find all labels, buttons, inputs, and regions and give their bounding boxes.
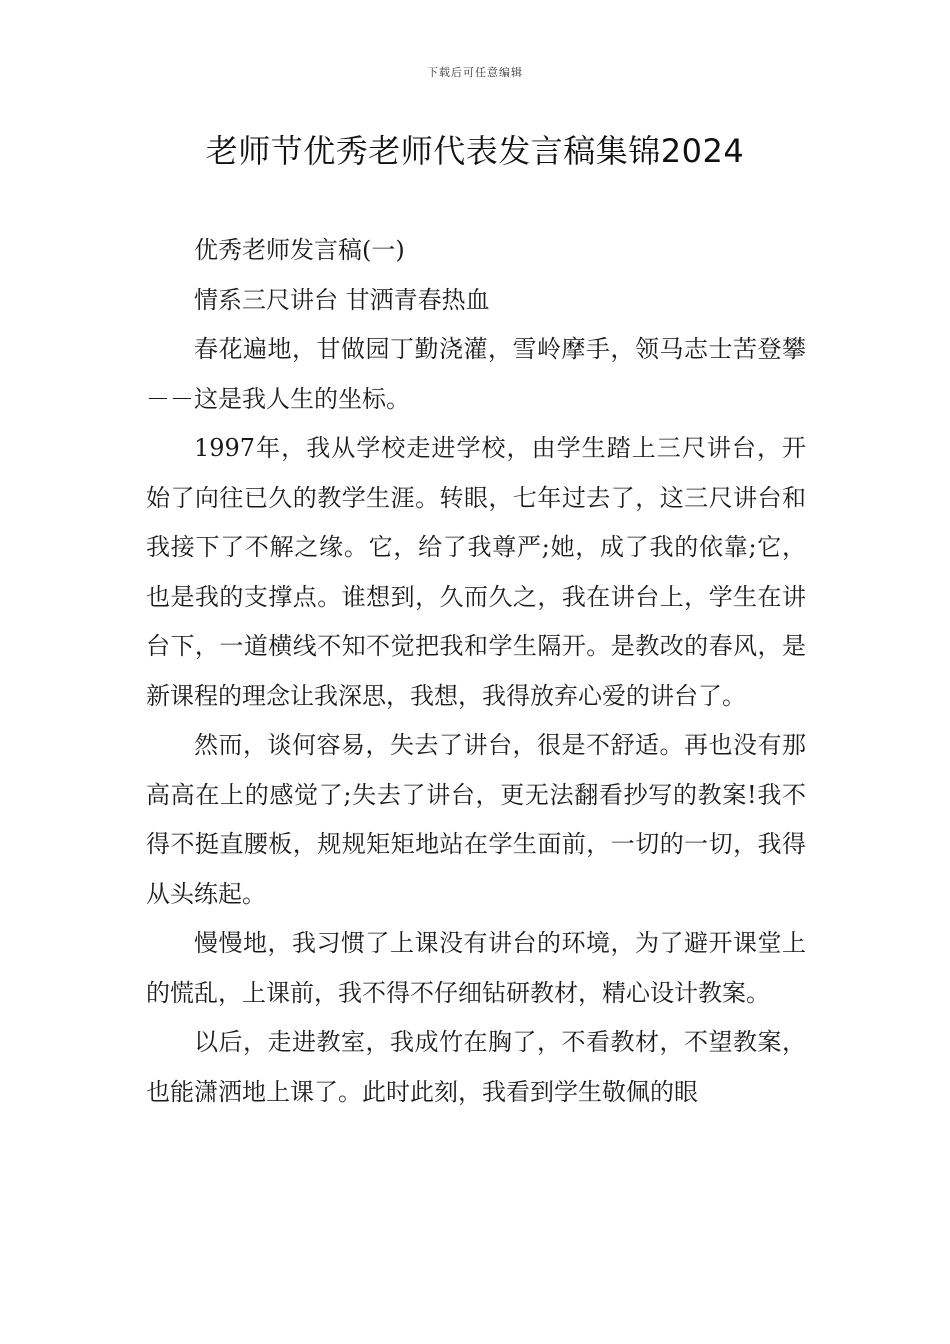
paragraph: 然而，谈何容易，失去了讲台，很是不舒适。再也没有那高高在上的感觉了;失去了讲台，更无法翻看抄写的教案!我不得不挺直腰板，规规矩矩地站在学生面前，一切的一切，我得从头练起。: [146, 731, 806, 908]
document-body: [146, 226, 806, 1117]
paragraph: 慢慢地，我习惯了上课没有讲台的环境，为了避开课堂上的慌乱，上课前，我不得不仔细钻研教材，精心设计教案。: [146, 929, 806, 1007]
document-title: 老师节优秀老师代表发言稿集锦2024: [205, 132, 745, 170]
paragraph: 春花遍地，甘做园丁勤浇灌，雪岭摩手，领马志士苦登攀－－这是我人生的坐标。: [146, 335, 806, 413]
paragraph: 以后，走进教室，我成竹在胸了，不看教材，不望教案，也能潇洒地上课了。此时此刻，我看到学生敬佩的眼: [146, 1028, 806, 1106]
paragraph: 1997年，我从学校走进学校，由学生踏上三尺讲台，开始了向往已久的教学生涯。转眼，七年过去了，这三尺讲台和我接下了不解之缘。它，给了我尊严;她，成了我的依靠;它，也是我的支撑点。谁想到，久而久之，我在讲台上，学生在讲台下，一道横线不知不觉把我和学生隔开。是教改的春风，是新课程的理念让我深思，我想，我得放弃心爱的讲台了。: [146, 434, 806, 710]
section-heading: 优秀老师发言稿(一): [194, 236, 405, 264]
speech-subtitle: 情系三尺讲台 甘洒青春热血: [194, 285, 490, 314]
page-header-note: 下载后可任意编辑: [427, 66, 523, 79]
